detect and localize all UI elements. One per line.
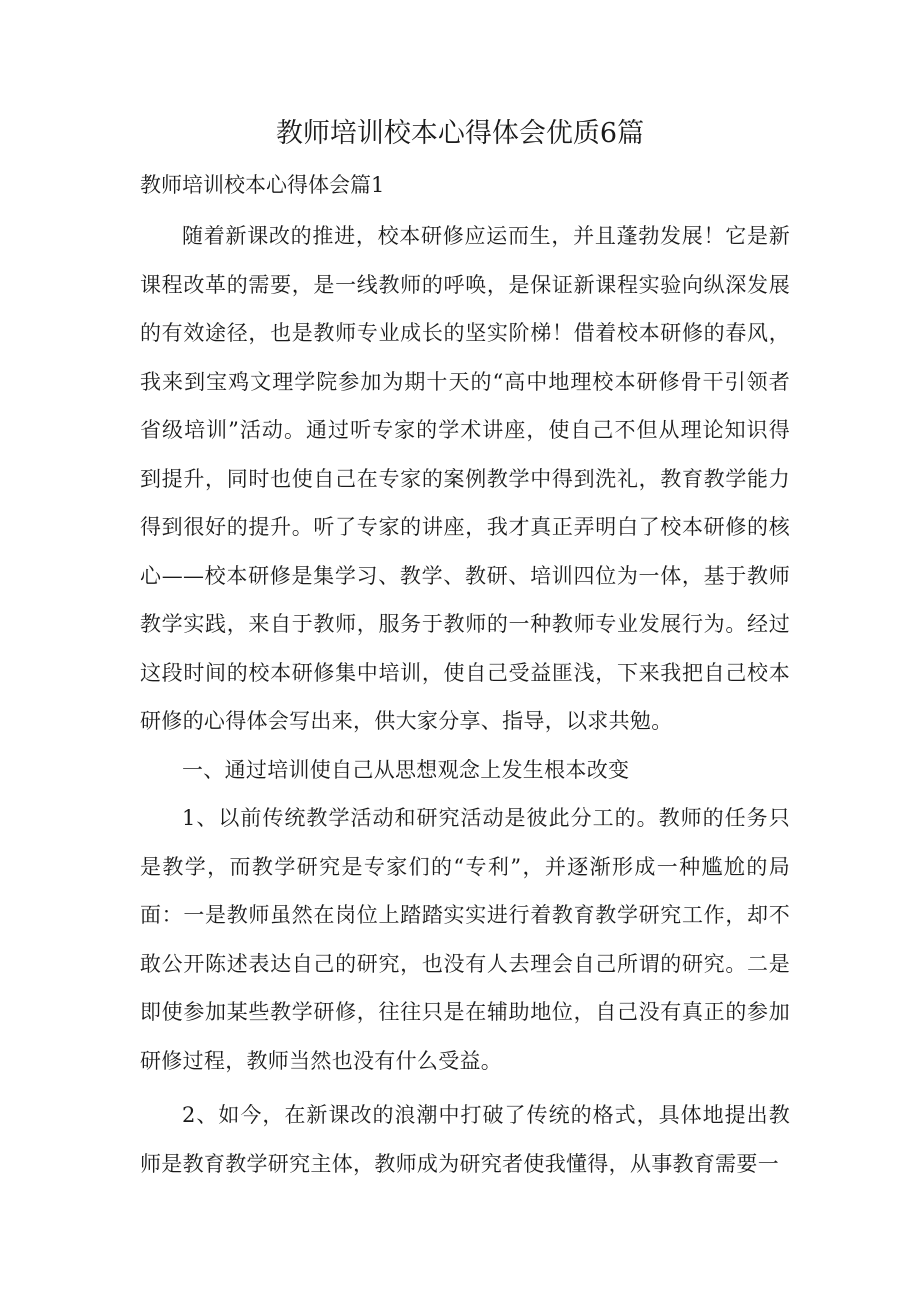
paragraph-point-2: 2、如今，在新课改的浪潮中打破了传统的格式，具体地提出教师是教育教学研究主体，教师成为研究者使我懂得，从事教育需要一 <box>140 1103 790 1176</box>
document-title: 教师培训校本心得体会优质6篇 <box>275 118 645 149</box>
paragraph-intro: 随着新课改的推进，校本研修应运而生，并且蓬勃发展！它是新课程改革的需要，是一线教师的呼唤，是保证新课程实验向纵深发展的有效途径，也是教师专业成长的坚实阶梯！借着校本研修的春风，我来到宝鸡文理学院参加为期十天的“高中地理校本研修骨干引领者省级培训”活动。通过听专家的学术讲座，使自己不但从理论知识得到提升，同时也使自己在专家的案例教学中得到洗礼，教育教学能力得到很好的提升。听了专家的讲座，我才真正弄明白了校本研修的核心——校本研修是集学习、教学、教研、培训四位为一体，基于教师教学实践，来自于教师，服务于教师的一种教师专业发展行为。经过这段时间的校本研修集中培训，使自己受益匪浅，下来我把自己校本研修的心得体会写出来，供大家分享、指导，以求共勉。 <box>140 224 790 733</box>
subheading-one: 一、通过培训使自己从思想观念上发生根本改变 <box>182 757 630 782</box>
section-heading: 教师培训校本心得体会篇1 <box>140 173 385 197</box>
document-body <box>140 212 790 1188</box>
paragraph-point-1: 1、以前传统教学活动和研究活动是彼此分工的。教师的任务只是教学，而教学研究是专家们的“专利”，并逐渐形成一种尴尬的局面：一是教师虽然在岗位上踏踏实实进行着教育教学研究工作，却不敢公开陈述表达自己的研究，也没有人去理会自己所谓的研究。二是即使参加某些教学研修，往往只是在辅助地位，自己没有真正的参加研修过程，教师当然也没有什么受益。 <box>140 806 790 1073</box>
